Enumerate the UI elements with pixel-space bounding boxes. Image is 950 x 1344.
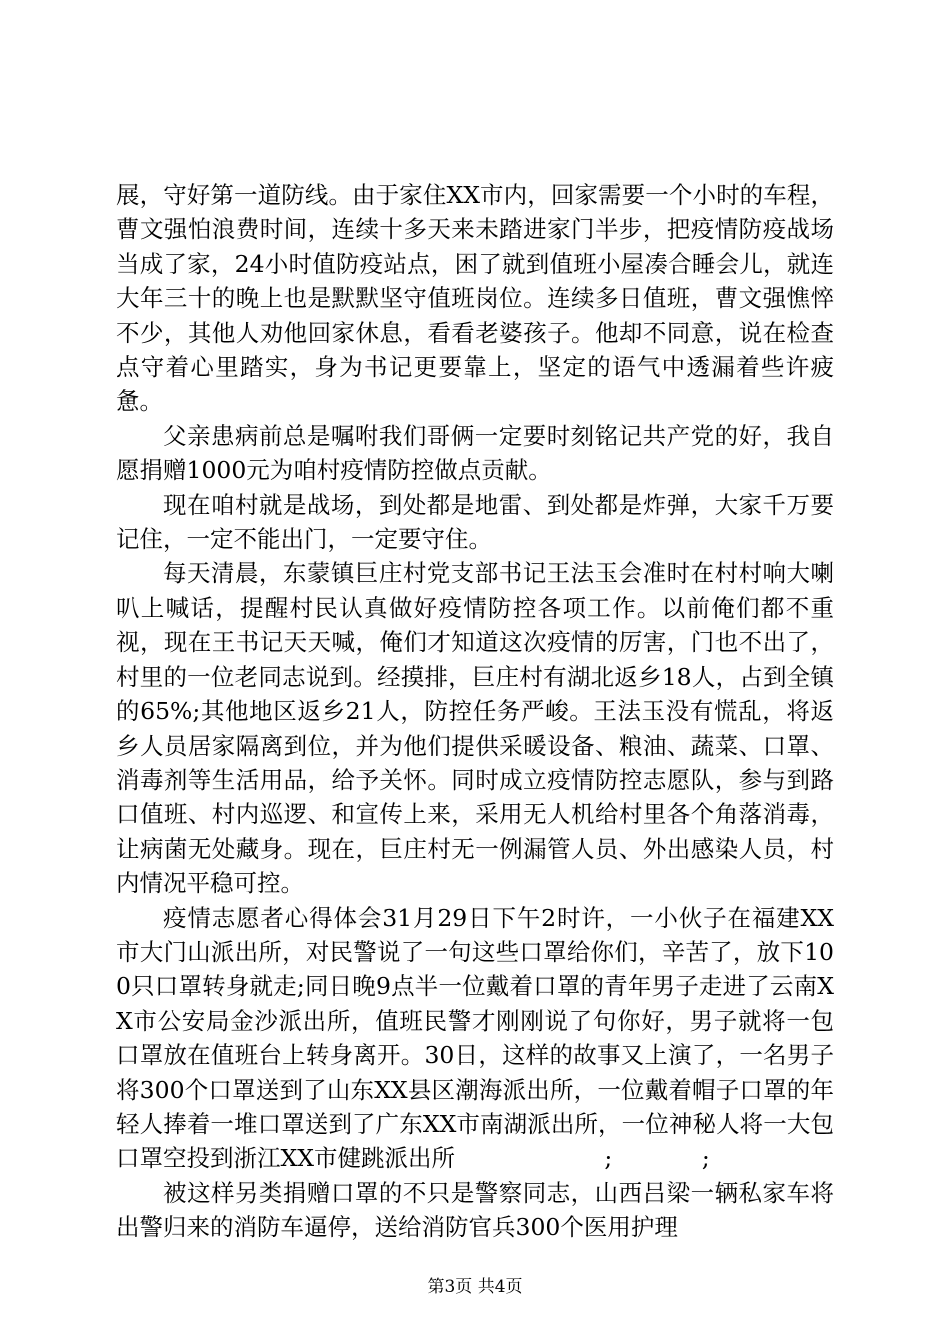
body-text [116, 178, 834, 1245]
paragraph-2: 父亲患病前总是嘱咐我们哥俩一定要时刻铭记共产党的好，我自愿捐赠1000元为咱村疫情防控做点贡献。 [116, 421, 834, 485]
paragraph-4: 每天清晨，东蒙镇巨庄村党支部书记王法玉会准时在村村响大喇叭上喊话，提醒村民认真做好疫情防控各项工作。以前俺们都不重视，现在王书记天天喊，俺们才知道这次疫情的厉害，门也不出了，村里的一位老同志说到。经摸排，巨庄村有湖北返乡18人，占到全镇的65%;其他地区返乡21人，防控任务严峻。王法玉没有慌乱，将返乡人员居家隔离到位，并为他们提供采暖设备、粮油、蔬菜、口罩、消毒剂等生活用品，给予关怀。同时成立疫情防控志愿队，参与到路口值班、村内巡逻、和宣传上来，采用无人机给村里各个角落消毒，让病菌无处藏身。现在，巨庄村无一例漏管人员、外出感染人员，村内情况平稳可控。 [116, 559, 834, 898]
paragraph-1: 展，守好第一道防线。由于家住XX市内，回家需要一个小时的车程，曹文强怕浪费时间，连续十多天来未踏进家门半步，把疫情防疫战场当成了家，24小时值防疫站点，困了就到值班小屋凑合睡会儿，就连大年三十的晚上也是默默坚守值班岗位。连续多日值班，曹文强憔悴不少，其他人劝他回家休息，看看老婆孩子。他却不同意，说在检查点守着心里踏实，身为书记更要靠上，坚定的语气中透漏着些许疲惫。 [116, 181, 834, 416]
paragraph-3: 现在咱村就是战场，到处都是地雷、到处都是炸弹，大家千万要记住，一定不能出门，一定要守住。 [116, 490, 834, 554]
page-footer: 第3页 共4页 [427, 1277, 523, 1297]
paragraph-5: 疫情志愿者心得体会31月29日下午2时许，一小伙子在福建XX市大门山派出所，对民警说了一句这些口罩给你们，辛苦了，放下100只口罩转身就走;同日晚9点半一位戴着口罩的青年男子走进了云南XX市公安局金沙派出所，值班民警才刚刚说了句你好，男子就将一包口罩放在值班台上转身离开。30日，这样的故事又上演了，一名男子将300个口罩送到了山东XX县区潮海派出所，一位戴着帽子口罩的年轻人捧着一堆口罩送到了广东XX市南湖派出所，一位神秘人将一大包口罩空投到浙江XX市健跳派出所 ; ; [116, 903, 834, 1173]
paragraph-6: 被这样另类捐赠口罩的不只是警察同志，山西吕梁一辆私家车将出警归来的消防车逼停，送给消防官兵300个医用护理 [116, 1178, 834, 1242]
